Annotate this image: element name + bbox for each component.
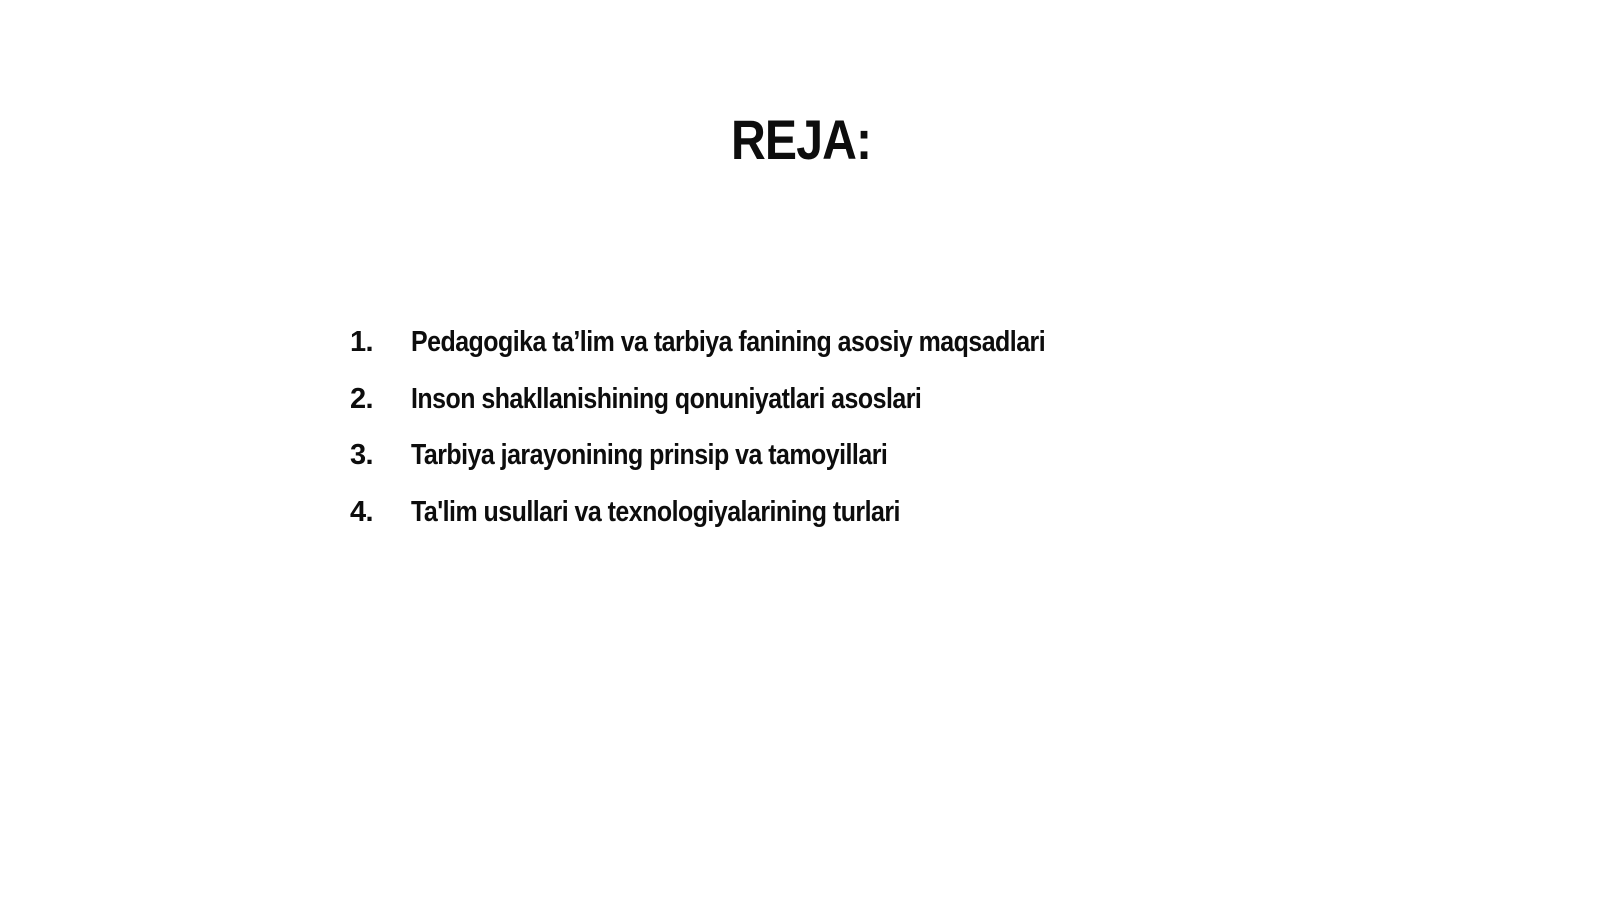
list-item-text: Ta'lim usullari va texnologiyalarining turlari <box>411 495 900 528</box>
plan-list <box>350 326 1148 552</box>
list-item-number: 1. <box>350 326 373 358</box>
list-item-number: 3. <box>350 439 373 471</box>
list-item-text: Inson shakllanishining qonuniyatlari asoslari <box>411 382 922 415</box>
list-item-text: Pedagogika ta’lim va tarbiya fanining asosiy maqsadlari <box>411 326 1046 358</box>
list-item-text: Tarbiya jarayonining prinsip va tamoyillari <box>411 439 888 471</box>
list-item <box>350 383 1148 440</box>
list-item <box>350 496 1148 553</box>
slide-title: REJA: <box>731 108 872 171</box>
list-item <box>350 326 1148 383</box>
list-item-number: 2. <box>350 382 373 415</box>
list-item <box>350 439 1148 496</box>
list-item-number: 4. <box>350 495 373 528</box>
